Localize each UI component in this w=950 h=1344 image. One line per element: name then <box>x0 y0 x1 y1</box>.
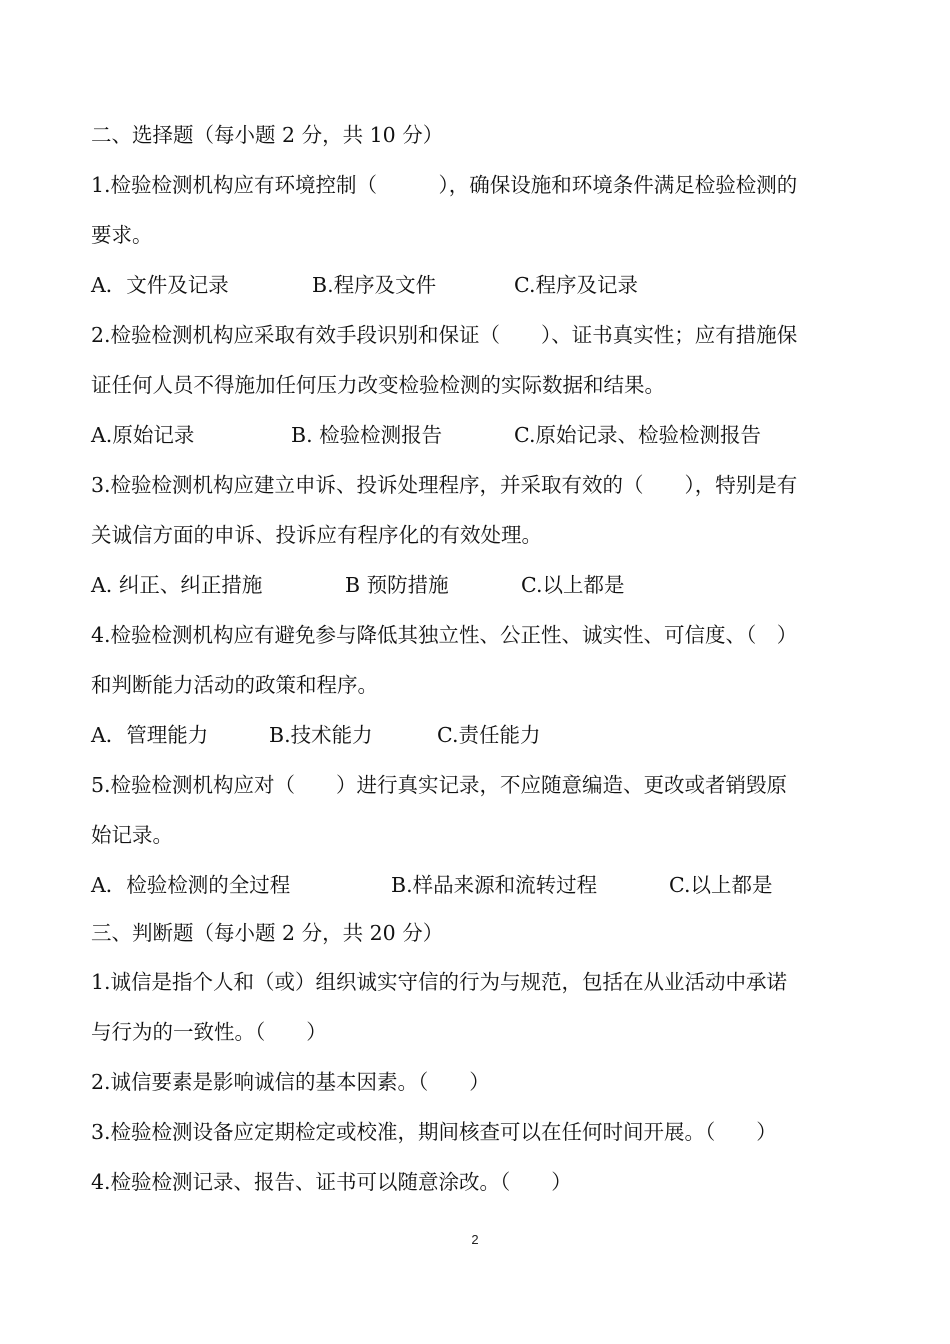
question-3-line-2: 关诚信方面的申诉、投诉应有程序化的有效处理。 <box>91 523 542 547</box>
question-4-option-c: C.责任能力 <box>437 723 541 747</box>
question-2-option-a: A.原始记录 <box>91 423 195 447</box>
tf-item-4: 4.检验检测记录、报告、证书可以随意涂改。（ ） <box>91 1170 572 1194</box>
question-1-option-c: C.程序及记录 <box>514 273 638 297</box>
tf-item-1-line-2: 与行为的一致性。（ ） <box>91 1020 327 1044</box>
question-1-line-2: 要求。 <box>91 223 153 247</box>
question-5-option-a: A．检验检测的全过程 <box>91 873 291 897</box>
question-5-line-1: 5.检验检测机构应对（ ）进行真实记录，不应随意编造、更改或者销毁原 <box>91 773 788 797</box>
tf-item-1-line-1: 1.诚信是指个人和（或）组织诚实守信的行为与规范，包括在从业活动中承诺 <box>91 970 788 994</box>
question-4-option-b: B.技术能力 <box>269 723 373 747</box>
section-heading-true-false: 三、判断题（每小题 2 分，共 20 分） <box>91 921 444 945</box>
question-1-option-a: A．文件及记录 <box>91 273 229 297</box>
question-4-option-a: A．管理能力 <box>91 723 209 747</box>
question-2-option-b: B. 检验检测报告 <box>291 423 443 447</box>
question-3-option-a: A. 纠正、纠正措施 <box>91 573 263 597</box>
section-heading-multiple-choice: 二、选择题（每小题 2 分，共 10 分） <box>91 123 444 147</box>
question-3-line-1: 3.检验检测机构应建立申诉、投诉处理程序，并采取有效的（ ），特别是有 <box>91 473 798 497</box>
page-number: 2 <box>471 1232 479 1247</box>
question-4-line-1: 4.检验检测机构应有避免参与降低其独立性、公正性、诚实性、可信度、（ ） <box>91 623 798 647</box>
question-5-option-b: B.样品来源和流转过程 <box>391 873 598 897</box>
question-3-option-b: B 预防措施 <box>345 573 449 597</box>
question-3-option-c: C.以上都是 <box>521 573 625 597</box>
question-5-line-2: 始记录。 <box>91 823 173 847</box>
question-2-line-2: 证任何人员不得施加任何压力改变检验检测的实际数据和结果。 <box>91 373 665 397</box>
question-4-line-2: 和判断能力活动的政策和程序。 <box>91 673 378 697</box>
question-5-option-c: C.以上都是 <box>669 873 773 897</box>
question-1-line-1: 1.检验检测机构应有环境控制（ ），确保设施和环境条件满足检验检测的 <box>91 173 798 197</box>
question-1-option-b: B.程序及文件 <box>312 273 437 297</box>
tf-item-2: 2.诚信要素是影响诚信的基本因素。（ ） <box>91 1070 490 1094</box>
question-2-option-c: C.原始记录、检验检测报告 <box>514 423 761 447</box>
tf-item-3: 3.检验检测设备应定期检定或校准，期间核查可以在任何时间开展。（ ） <box>91 1120 777 1144</box>
question-2-line-1: 2.检验检测机构应采取有效手段识别和保证（ ）、证书真实性；应有措施保 <box>91 323 798 347</box>
